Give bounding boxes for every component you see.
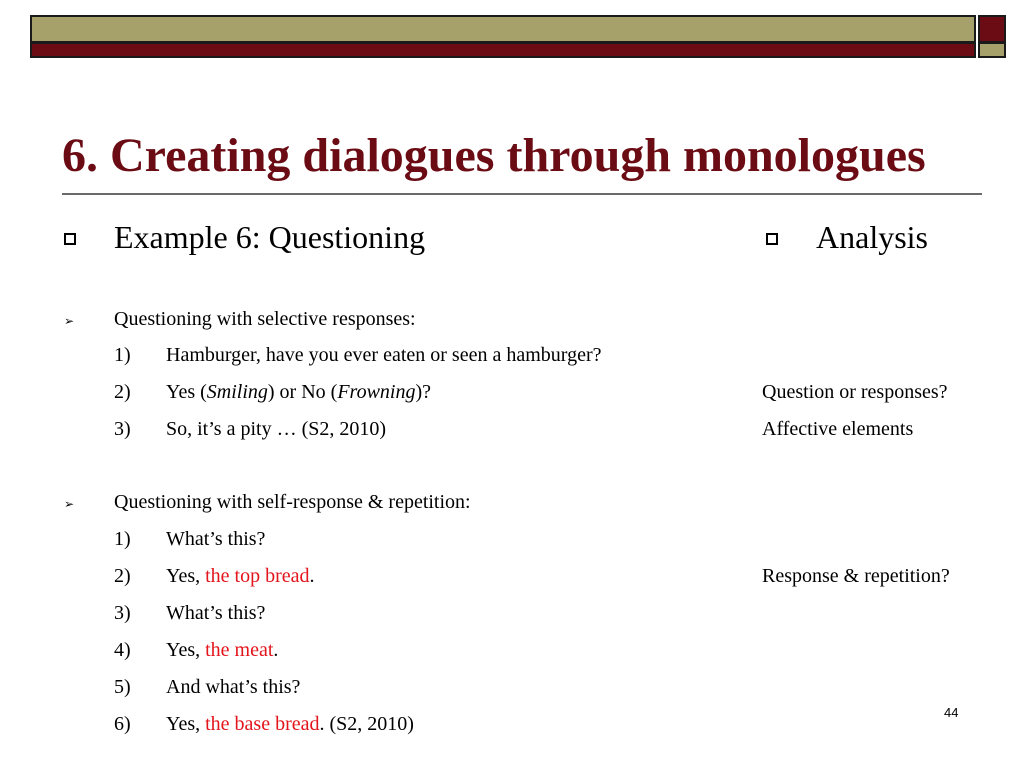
square-bullet-icon (64, 233, 76, 245)
right-heading: Analysis (816, 219, 928, 255)
arrow-bullet-icon: ➢ (64, 314, 75, 328)
list-item: Yes, the base bread. (S2, 2010) (166, 713, 414, 735)
list-item: Yes (Smiling) or No (Frowning)? (166, 381, 432, 403)
group2-intro: Questioning with self-response & repetition: (114, 491, 471, 513)
list-item-number: 1) (114, 528, 131, 550)
highlight-text: the base bread (205, 713, 320, 735)
smiling-text: Smiling (206, 381, 268, 403)
list-item-number: 3) (114, 602, 131, 624)
header-bar-maroon (30, 42, 976, 58)
list-item: Hamburger, have you ever eaten or seen a hamburger? (166, 344, 602, 366)
list-item-number: 5) (114, 676, 131, 698)
analysis-note: Question or responses? (762, 381, 948, 403)
list-item-number: 6) (114, 713, 131, 735)
analysis-note: Response & repetition? (762, 565, 950, 587)
list-item: Yes, the meat. (166, 639, 279, 661)
list-item: What’s this? (166, 528, 266, 550)
list-item-number: 3) (114, 418, 131, 440)
frowning-text: Frowning (337, 381, 416, 403)
list-item-number: 2) (114, 565, 131, 587)
list-item-number: 4) (114, 639, 131, 661)
list-item-number: 2) (114, 381, 131, 403)
page-number: 44 (944, 705, 959, 720)
list-item-number: 1) (114, 344, 131, 366)
left-heading: Example 6: Questioning (114, 219, 426, 255)
list-item: What’s this? (166, 602, 266, 624)
highlight-text: the meat (205, 639, 274, 661)
list-item: So, it’s a pity … (S2, 2010) (166, 418, 387, 440)
header-square-maroon (978, 15, 1006, 43)
analysis-note: Affective elements (762, 418, 914, 440)
square-bullet-icon (766, 233, 778, 245)
highlight-text: the top bread (205, 565, 310, 587)
group1-intro: Questioning with selective responses: (114, 308, 416, 330)
title-divider (62, 193, 982, 195)
slide-title: 6. Creating dialogues through monologues (62, 129, 926, 182)
header-square-olive (978, 42, 1006, 58)
list-item: Yes, the top bread. (166, 565, 315, 587)
header-bar-olive (30, 15, 976, 43)
list-item: And what’s this? (166, 676, 301, 698)
arrow-bullet-icon: ➢ (64, 497, 75, 511)
